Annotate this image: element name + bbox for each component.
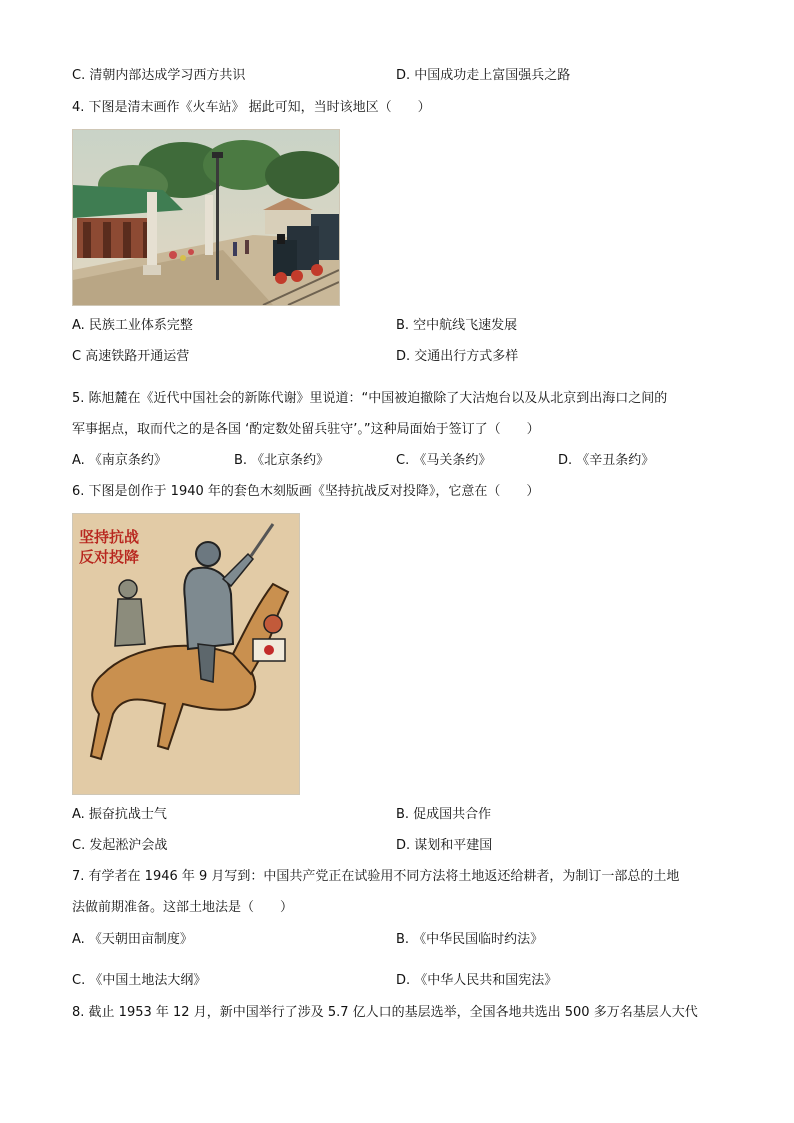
q6-option-c: C. 发起淞沪会战 — [72, 838, 168, 853]
q5-stem-line2: 军事据点，取而代之的是各国 ‘酌定数处留兵驻守’。”这种局面始于签订了（ ） — [72, 422, 540, 437]
q6-option-a: A. 振奋抗战士气 — [72, 807, 167, 822]
q4-option-d: D. 交通出行方式多样 — [396, 349, 519, 364]
q5-option-a: A. 《南京条约》 — [72, 453, 167, 468]
q3-option-c: C. 清朝内部达成学习西方共识 — [72, 68, 246, 83]
q7-option-a: A. 《天朝田亩制度》 — [72, 932, 193, 947]
q5-stem-line1: 5. 陈旭麓在《近代中国社会的新陈代谢》里说道：“中国被迫撤除了大沽炮台以及从北京到出海口之间的 — [72, 391, 668, 406]
q6-option-b: B. 促成国共合作 — [396, 807, 492, 822]
woodcut-print — [72, 513, 300, 795]
q3-option-d: D. 中国成功走上富国强兵之路 — [396, 68, 571, 83]
q4-option-b: B. 空中航线飞速发展 — [396, 318, 518, 333]
q7-stem-line2: 法做前期准备。这部土地法是（ ） — [72, 900, 294, 915]
q7-option-c: C. 《中国土地法大纲》 — [72, 973, 207, 988]
q7-stem-line1: 7. 有学者在 1946 年 9 月写到：中国共产党正在试验用不同方法将土地返还给耕者，为制订一部总的土地 — [72, 869, 680, 884]
q8-stem-line1: 8. 截止 1953 年 12 月，新中国举行了涉及 5.7 亿人口的基层选举，全国各地共选出 500 多万名基层人大代 — [72, 1005, 698, 1020]
q4-stem: 4. 下图是清末画作《火车站》 据此可知，当时该地区（ ） — [72, 100, 431, 115]
q4-option-a: A. 民族工业体系完整 — [72, 318, 193, 333]
q5-option-c: C. 《马关条约》 — [396, 453, 492, 468]
q6-option-d: D. 谋划和平建国 — [396, 838, 493, 853]
q7-option-d: D. 《中华人民共和国宪法》 — [396, 973, 558, 988]
train-station-painting — [72, 129, 340, 306]
q7-option-b: B. 《中华民国临时约法》 — [396, 932, 544, 947]
q6-stem: 6. 下图是创作于 1940 年的套色木刻版画《坚持抗战反对投降》，它意在（ ） — [72, 484, 540, 499]
q5-option-d: D. 《辛丑条约》 — [558, 453, 655, 468]
poster-title-line2: 反对投降 — [78, 548, 140, 566]
train-station-illustration — [73, 130, 339, 305]
q4-option-c: C 高速铁路开通运营 — [72, 349, 190, 364]
woodcut-illustration — [73, 514, 299, 794]
poster-title-line1: 坚持抗战 — [78, 528, 140, 546]
q5-option-b: B. 《北京条约》 — [234, 453, 330, 468]
